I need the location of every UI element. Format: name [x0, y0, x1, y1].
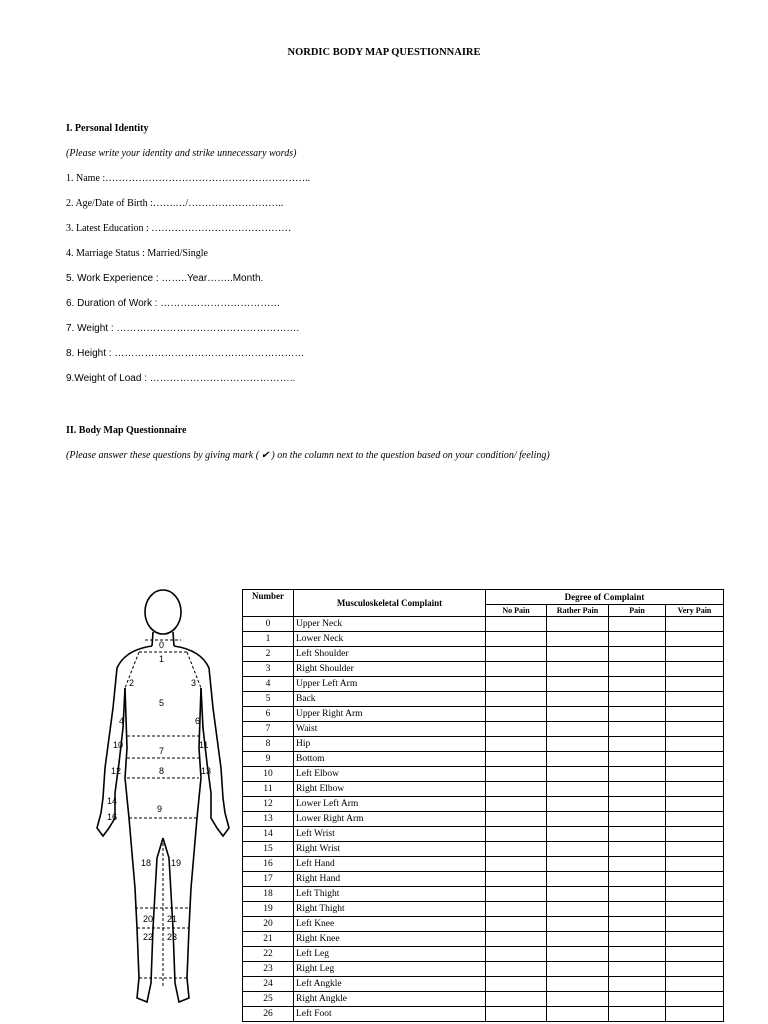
table-row	[243, 977, 724, 992]
figure-label-22: 22	[143, 932, 154, 942]
row-number: 9	[243, 752, 294, 767]
answer-cell-pain[interactable]	[609, 662, 666, 677]
figure-label-21: 21	[167, 914, 178, 924]
row-body-part: Left Wrist	[294, 827, 486, 842]
answer-cell-rather-pain[interactable]	[547, 812, 609, 827]
table-row	[243, 962, 724, 977]
table-row	[243, 872, 724, 887]
row-number: 5	[243, 692, 294, 707]
body-map-figure	[95, 588, 235, 1024]
answer-cell-rather-pain[interactable]	[547, 917, 609, 932]
table-row	[243, 932, 724, 947]
complaint-table	[242, 589, 724, 1022]
row-body-part: Upper Left Arm	[294, 677, 486, 692]
answer-cell-very-pain[interactable]	[666, 902, 724, 917]
col-header-complaint: Musculoskeletal Complaint	[294, 590, 486, 617]
page-title: NORDIC BODY MAP QUESTIONNAIRE	[287, 47, 481, 58]
answer-cell-rather-pain[interactable]	[547, 617, 609, 632]
answer-cell-no-pain[interactable]	[486, 857, 547, 872]
duration-of-work-field[interactable]: 6. Duration of Work : ………………………………	[66, 298, 281, 309]
answer-cell-very-pain[interactable]	[666, 887, 724, 902]
answer-cell-pain[interactable]	[609, 797, 666, 812]
row-number: 12	[243, 797, 294, 812]
table-row	[243, 737, 724, 752]
answer-cell-pain[interactable]	[609, 632, 666, 647]
figure-label-8: 8	[159, 766, 165, 776]
answer-cell-no-pain[interactable]	[486, 827, 547, 842]
row-number: 25	[243, 992, 294, 1007]
answer-cell-rather-pain[interactable]	[547, 932, 609, 947]
row-number: 6	[243, 707, 294, 722]
section-personal-identity-heading: I. Personal Identity	[66, 123, 149, 134]
answer-cell-no-pain[interactable]	[486, 842, 547, 857]
row-body-part: Waist	[294, 722, 486, 737]
answer-cell-rather-pain[interactable]	[547, 692, 609, 707]
answer-cell-very-pain[interactable]	[666, 737, 724, 752]
answer-cell-very-pain[interactable]	[666, 782, 724, 797]
answer-cell-very-pain[interactable]	[666, 662, 724, 677]
row-number: 0	[243, 617, 294, 632]
answer-cell-very-pain[interactable]	[666, 992, 724, 1007]
answer-cell-pain[interactable]	[609, 917, 666, 932]
answer-cell-no-pain[interactable]	[486, 677, 547, 692]
row-number: 23	[243, 962, 294, 977]
row-body-part: Right Shoulder	[294, 662, 486, 677]
answer-cell-no-pain[interactable]	[486, 647, 547, 662]
answer-cell-very-pain[interactable]	[666, 842, 724, 857]
answer-cell-pain[interactable]	[609, 617, 666, 632]
answer-cell-no-pain[interactable]	[486, 752, 547, 767]
answer-cell-no-pain[interactable]	[486, 947, 547, 962]
row-number: 22	[243, 947, 294, 962]
height-field[interactable]: 8. Height : …………………………………………………	[66, 348, 305, 359]
row-body-part: Right Angkle	[294, 992, 486, 1007]
answer-cell-very-pain[interactable]	[666, 647, 724, 662]
answer-cell-rather-pain[interactable]	[547, 902, 609, 917]
age-field[interactable]: 2. Age/Date of Birth :…….…/………………………..	[66, 198, 284, 209]
figure-label-11: 11	[199, 740, 209, 750]
figure-label-6: 6	[195, 716, 201, 726]
table-row	[243, 767, 724, 782]
row-body-part: Right Wrist	[294, 842, 486, 857]
section-body-map-heading: II. Body Map Questionnaire	[66, 425, 187, 436]
table-row	[243, 947, 724, 962]
answer-cell-very-pain[interactable]	[666, 767, 724, 782]
answer-cell-pain[interactable]	[609, 767, 666, 782]
answer-cell-rather-pain[interactable]	[547, 872, 609, 887]
table-row	[243, 842, 724, 857]
answer-cell-very-pain[interactable]	[666, 692, 724, 707]
answer-cell-very-pain[interactable]	[666, 827, 724, 842]
answer-cell-no-pain[interactable]	[486, 782, 547, 797]
table-row	[243, 722, 724, 737]
answer-cell-rather-pain[interactable]	[547, 977, 609, 992]
table-row	[243, 887, 724, 902]
answer-cell-rather-pain[interactable]	[547, 827, 609, 842]
answer-cell-very-pain[interactable]	[666, 857, 724, 872]
row-body-part: Right Hand	[294, 872, 486, 887]
col-header-rather-pain: Rather Pain	[547, 605, 609, 617]
body-outline-image	[95, 588, 235, 1024]
answer-cell-no-pain[interactable]	[486, 992, 547, 1007]
row-number: 18	[243, 887, 294, 902]
figure-label-1: 1	[159, 654, 165, 664]
table-row	[243, 692, 724, 707]
row-body-part: Left Angkle	[294, 977, 486, 992]
answer-cell-very-pain[interactable]	[666, 617, 724, 632]
answer-cell-no-pain[interactable]	[486, 1007, 547, 1022]
col-header-number: Number	[243, 590, 294, 617]
answer-cell-pain[interactable]	[609, 887, 666, 902]
table-row	[243, 902, 724, 917]
col-header-pain: Pain	[609, 605, 666, 617]
answer-cell-rather-pain[interactable]	[547, 707, 609, 722]
figure-label-13: 13	[201, 766, 212, 776]
row-number: 10	[243, 767, 294, 782]
answer-cell-very-pain[interactable]	[666, 722, 724, 737]
row-number: 13	[243, 812, 294, 827]
figure-label-5: 5	[159, 698, 165, 708]
answer-cell-no-pain[interactable]	[486, 902, 547, 917]
row-body-part: Left Hand	[294, 857, 486, 872]
figure-label-3: 3	[191, 678, 197, 688]
check-mark-icon: ✔	[261, 450, 270, 461]
answer-cell-pain[interactable]	[609, 977, 666, 992]
answer-cell-no-pain[interactable]	[486, 962, 547, 977]
row-body-part: Hip	[294, 737, 486, 752]
row-body-part: Left Knee	[294, 917, 486, 932]
table-row	[243, 707, 724, 722]
table-row	[243, 617, 724, 632]
figure-label-10: 10	[113, 740, 124, 750]
answer-cell-rather-pain[interactable]	[547, 842, 609, 857]
answer-cell-very-pain[interactable]	[666, 707, 724, 722]
row-number: 1	[243, 632, 294, 647]
answer-cell-no-pain[interactable]	[486, 797, 547, 812]
figure-label-0: 0	[159, 640, 165, 650]
answer-cell-pain[interactable]	[609, 827, 666, 842]
row-body-part: Left Thight	[294, 887, 486, 902]
answer-cell-rather-pain[interactable]	[547, 887, 609, 902]
row-number: 17	[243, 872, 294, 887]
row-number: 20	[243, 917, 294, 932]
answer-cell-rather-pain[interactable]	[547, 677, 609, 692]
figure-label-12: 12	[111, 766, 122, 776]
row-body-part: Lower Right Arm	[294, 812, 486, 827]
answer-cell-pain[interactable]	[609, 692, 666, 707]
col-header-no-pain: No Pain	[486, 605, 547, 617]
weight-of-load-field[interactable]: 9.Weight of Load : ……………………………………..	[66, 373, 296, 384]
row-body-part: Right Thight	[294, 902, 486, 917]
answer-cell-very-pain[interactable]	[666, 872, 724, 887]
answer-cell-no-pain[interactable]	[486, 917, 547, 932]
answer-cell-rather-pain[interactable]	[547, 1007, 609, 1022]
row-body-part: Lower Left Arm	[294, 797, 486, 812]
answer-cell-rather-pain[interactable]	[547, 992, 609, 1007]
row-number: 14	[243, 827, 294, 842]
answer-cell-rather-pain[interactable]	[547, 632, 609, 647]
row-number: 8	[243, 737, 294, 752]
row-body-part: Left Leg	[294, 947, 486, 962]
table-row	[243, 812, 724, 827]
answer-cell-very-pain[interactable]	[666, 962, 724, 977]
answer-cell-very-pain[interactable]	[666, 947, 724, 962]
table-header-row	[243, 590, 724, 605]
table-row	[243, 647, 724, 662]
answer-cell-rather-pain[interactable]	[547, 722, 609, 737]
answer-cell-pain[interactable]	[609, 992, 666, 1007]
table-row	[243, 632, 724, 647]
figure-label-4: 4	[119, 716, 125, 726]
answer-cell-no-pain[interactable]	[486, 812, 547, 827]
row-number: 16	[243, 857, 294, 872]
answer-cell-no-pain[interactable]	[486, 692, 547, 707]
marriage-status-field[interactable]: 4. Marriage Status : Married/Single	[66, 248, 208, 259]
answer-cell-rather-pain[interactable]	[547, 962, 609, 977]
personal-identity-note: (Please write your identity and strike unnecessary words)	[66, 148, 297, 159]
answer-cell-very-pain[interactable]	[666, 917, 724, 932]
figure-label-2: 2	[129, 678, 135, 688]
answer-cell-pain[interactable]	[609, 707, 666, 722]
answer-cell-pain[interactable]	[609, 872, 666, 887]
answer-cell-pain[interactable]	[609, 857, 666, 872]
answer-cell-pain[interactable]	[609, 1007, 666, 1022]
figure-label-19: 19	[171, 858, 182, 868]
answer-cell-very-pain[interactable]	[666, 1007, 724, 1022]
row-body-part: Right Leg	[294, 962, 486, 977]
answer-cell-rather-pain[interactable]	[547, 947, 609, 962]
answer-cell-no-pain[interactable]	[486, 617, 547, 632]
row-body-part: Lower Neck	[294, 632, 486, 647]
answer-cell-pain[interactable]	[609, 752, 666, 767]
answer-cell-very-pain[interactable]	[666, 812, 724, 827]
figure-label-20: 20	[143, 914, 154, 924]
row-body-part: Upper Right Arm	[294, 707, 486, 722]
answer-cell-no-pain[interactable]	[486, 977, 547, 992]
answer-cell-no-pain[interactable]	[486, 737, 547, 752]
figure-label-16: 16	[107, 812, 118, 822]
table-row	[243, 992, 724, 1007]
answer-cell-pain[interactable]	[609, 812, 666, 827]
figure-label-7: 7	[159, 746, 165, 756]
col-header-degree: Degree of Complaint	[486, 590, 724, 605]
answer-cell-no-pain[interactable]	[486, 632, 547, 647]
answer-cell-pain[interactable]	[609, 902, 666, 917]
body-map-note-end: ) on the column next to the question based on your condition/ feeling)	[271, 450, 550, 461]
answer-cell-pain[interactable]	[609, 782, 666, 797]
figure-label-18: 18	[141, 858, 152, 868]
answer-cell-rather-pain[interactable]	[547, 752, 609, 767]
education-field[interactable]: 3. Latest Education : ……………………………………	[66, 223, 292, 234]
row-body-part: Left Elbow	[294, 767, 486, 782]
row-number: 11	[243, 782, 294, 797]
answer-cell-no-pain[interactable]	[486, 722, 547, 737]
row-body-part: Bottom	[294, 752, 486, 767]
work-experience-field[interactable]: 5. Work Experience : ……..Year……..Month.	[66, 273, 264, 284]
weight-field[interactable]: 7. Weight : ……………………………………………….	[66, 323, 300, 334]
answer-cell-pain[interactable]	[609, 647, 666, 662]
answer-cell-very-pain[interactable]	[666, 977, 724, 992]
answer-cell-pain[interactable]	[609, 842, 666, 857]
table-row	[243, 752, 724, 767]
row-number: 15	[243, 842, 294, 857]
row-body-part: Left Foot	[294, 1007, 486, 1022]
row-number: 24	[243, 977, 294, 992]
row-number: 26	[243, 1007, 294, 1022]
answer-cell-rather-pain[interactable]	[547, 662, 609, 677]
answer-cell-pain[interactable]	[609, 947, 666, 962]
answer-cell-very-pain[interactable]	[666, 752, 724, 767]
body-map-note-start: (Please answer these questions by giving mark (	[66, 450, 260, 461]
answer-cell-very-pain[interactable]	[666, 797, 724, 812]
answer-cell-no-pain[interactable]	[486, 887, 547, 902]
row-number: 21	[243, 932, 294, 947]
answer-cell-rather-pain[interactable]	[547, 647, 609, 662]
answer-cell-no-pain[interactable]	[486, 707, 547, 722]
row-body-part: Right Elbow	[294, 782, 486, 797]
table-row	[243, 917, 724, 932]
body-map-note	[66, 450, 550, 461]
answer-cell-pain[interactable]	[609, 677, 666, 692]
row-body-part: Upper Neck	[294, 617, 486, 632]
answer-cell-rather-pain[interactable]	[547, 782, 609, 797]
row-number: 4	[243, 677, 294, 692]
answer-cell-very-pain[interactable]	[666, 632, 724, 647]
row-number: 7	[243, 722, 294, 737]
answer-cell-pain[interactable]	[609, 962, 666, 977]
figure-label-14: 14	[107, 796, 118, 806]
figure-label-23: 23	[167, 932, 178, 942]
answer-cell-no-pain[interactable]	[486, 932, 547, 947]
row-body-part: Right Knee	[294, 932, 486, 947]
figure-label-9: 9	[157, 804, 163, 814]
answer-cell-no-pain[interactable]	[486, 872, 547, 887]
table-row	[243, 857, 724, 872]
row-number: 19	[243, 902, 294, 917]
table-row	[243, 827, 724, 842]
answer-cell-no-pain[interactable]	[486, 767, 547, 782]
row-number: 2	[243, 647, 294, 662]
answer-cell-pain[interactable]	[609, 737, 666, 752]
row-body-part: Back	[294, 692, 486, 707]
row-number: 3	[243, 662, 294, 677]
answer-cell-rather-pain[interactable]	[547, 857, 609, 872]
table-row	[243, 677, 724, 692]
table-row	[243, 1007, 724, 1022]
name-field[interactable]: 1. Name :……………………………………………………..	[66, 173, 311, 184]
answer-cell-pain[interactable]	[609, 932, 666, 947]
answer-cell-very-pain[interactable]	[666, 677, 724, 692]
table-row	[243, 662, 724, 677]
answer-cell-pain[interactable]	[609, 722, 666, 737]
row-body-part: Left Shoulder	[294, 647, 486, 662]
table-row	[243, 797, 724, 812]
answer-cell-no-pain[interactable]	[486, 662, 547, 677]
answer-cell-very-pain[interactable]	[666, 932, 724, 947]
answer-cell-rather-pain[interactable]	[547, 797, 609, 812]
answer-cell-rather-pain[interactable]	[547, 737, 609, 752]
table-row	[243, 782, 724, 797]
answer-cell-rather-pain[interactable]	[547, 767, 609, 782]
col-header-very-pain: Very Pain	[666, 605, 724, 617]
